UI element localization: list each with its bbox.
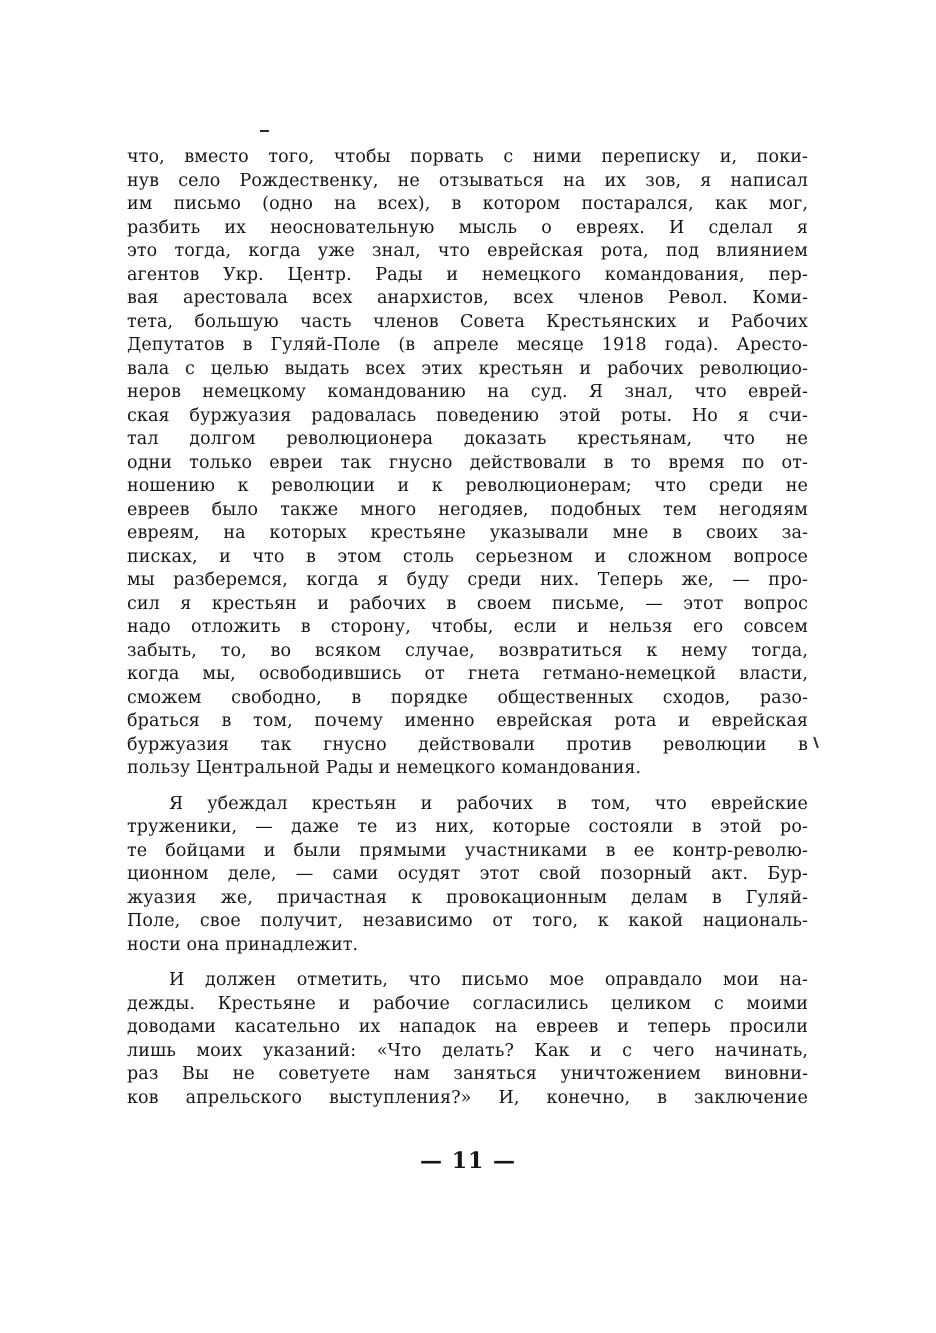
text-line: неров немецкому командованию на суд. Я знал, что еврей-	[127, 382, 808, 402]
paragraph-gap	[127, 957, 808, 969]
text-line: нув село Рождественку, не отзываться на их зов, я написал	[127, 170, 808, 191]
text-line: когда мы, освободившись от гнета гетмано-немецкой власти,	[127, 664, 808, 684]
text-line: тал долгом революционера доказать крестьянам, что не	[127, 429, 808, 449]
text-line: лишь моих указаний: «Что делать? Как и с чего начинать,	[127, 1040, 808, 1061]
text-line: доводами касательно их нападок на евреев и теперь просили	[127, 1017, 808, 1037]
text-line: ская буржуазия радовалась поведению этой роты. Но я счи-	[127, 405, 808, 426]
text-line: Я убеждал крестьян и рабочих в том, что еврейские	[169, 793, 808, 814]
text-line: сможем свободно, в порядке общественных сходов, разо-	[127, 687, 808, 708]
print-mark	[260, 130, 269, 132]
text-line: раз Вы не советуете нам заняться уничтожением виновни-	[127, 1064, 808, 1084]
text-line: агентов Укр. Центр. Рады и немецкого командования, пер-	[127, 264, 808, 285]
text-line: ков апрельского выступления?» И, конечно, в заключение	[127, 1087, 808, 1108]
paragraph-gap	[127, 781, 808, 793]
text-line: буржуазия так гнусно действовали против революции в	[127, 734, 808, 755]
page-number: — 11 —	[420, 1148, 516, 1174]
text-line: писках, и что в этом столь серьезном и сложном вопросе	[127, 546, 808, 567]
margin-pencil-mark	[813, 737, 823, 748]
text-line: евреев было также много негодяев, подобных тем негодяям	[127, 499, 808, 520]
text-line: разбить их неосновательную мысль о евреях. И сделал я	[127, 217, 808, 238]
text-line: тета, большую часть членов Совета Крестьянских и Рабочих	[127, 311, 808, 332]
text-line: И должен отметить, что письмо мое оправдало мои на-	[169, 970, 808, 990]
text-line: сил я крестьян и рабочих в своем письме, — этот вопрос	[127, 593, 808, 614]
text-line: дежды. Крестьяне и рабочие согласились целиком с моими	[127, 993, 808, 1014]
text-line: пользу Центральной Рады и немецкого командования.	[127, 758, 642, 778]
text-line: забыть, то, во всяком случае, возвратиться к нему тогда,	[127, 640, 808, 661]
text-line: браться в том, почему именно еврейская рота и еврейская	[127, 711, 808, 731]
text-line: что, вместо того, чтобы порвать с ними переписку и, поки-	[127, 147, 808, 167]
text-line: вала с целью выдать всех этих крестьян и рабочих революцио-	[127, 358, 808, 379]
text-line: им письмо (одно на всех), в котором постарался, как мог,	[127, 194, 808, 214]
text-line: Поле, свое получит, независимо от того, к какой националь-	[127, 911, 808, 931]
text-line: это тогда, когда уже знал, что еврейская рота, под влиянием	[127, 241, 808, 261]
text-line: вая арестовала всех анархистов, всех членов Револ. Коми-	[127, 288, 808, 308]
text-line: Депутатов в Гуляй-Поле (в апреле месяце 1918 года). Аресто-	[127, 335, 808, 355]
text-line: труженики, — даже те из них, которые состояли в этой ро-	[127, 817, 808, 837]
text-line: одни только евреи так гнусно действовали в то время по от-	[127, 452, 808, 473]
text-line: мы разберемся, когда я буду среди них. Теперь же, — про-	[127, 570, 808, 590]
text-line: надо отложить в сторону, чтобы, если и нельзя его совсем	[127, 617, 808, 637]
text-line: жуазия же, причастная к провокационным делам в Гуляй-	[127, 887, 808, 908]
text-line: ности она принадлежит.	[127, 934, 359, 955]
text-line: евреям, на которых крестьяне указывали мне в своих за-	[127, 523, 808, 543]
body-text	[127, 146, 808, 1110]
text-line: ношению к революции и к революционерам; что среди не	[127, 476, 808, 496]
text-line: ционном деле, — сами осудят этот свой позорный акт. Бур-	[127, 864, 808, 884]
text-line: те бойцами и были прямыми участниками в ее контр-револю-	[127, 840, 808, 861]
